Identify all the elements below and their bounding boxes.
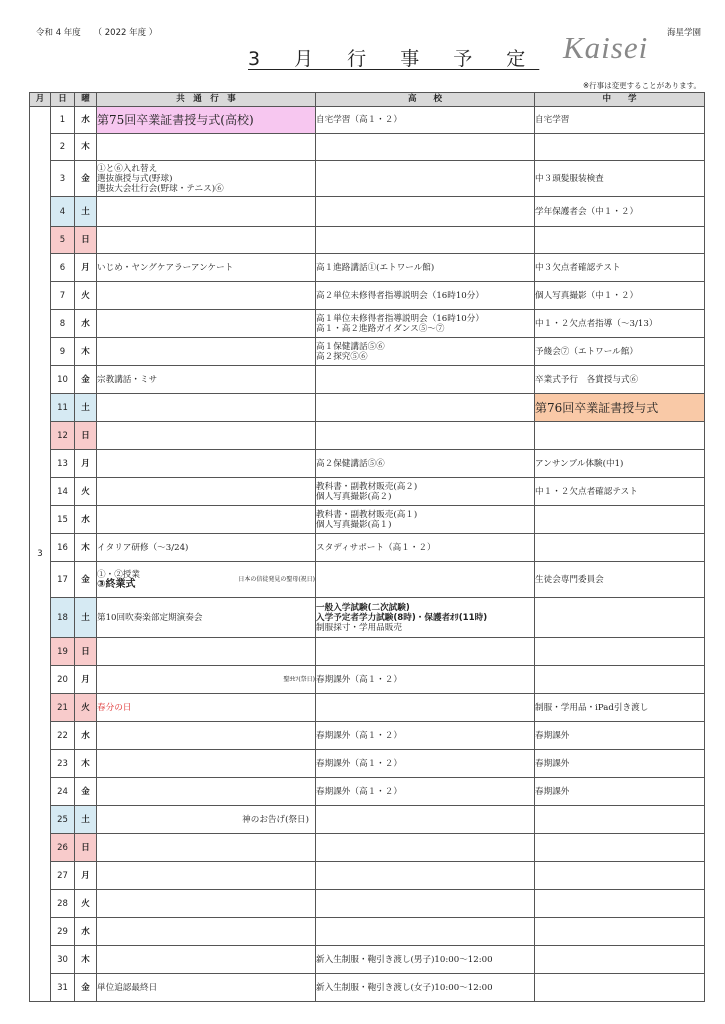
high-event-cell	[316, 598, 535, 638]
weekday-cell: 日	[75, 834, 97, 862]
common-event-cell	[97, 862, 316, 890]
weekday-cell: 金	[75, 562, 97, 598]
junior-event-cell	[535, 918, 705, 946]
day-header: 日	[51, 93, 75, 107]
common-event-cell	[97, 946, 316, 974]
junior-event-cell	[535, 946, 705, 974]
day-cell: 11	[51, 394, 75, 422]
day-cell: 7	[51, 282, 75, 310]
junior-event-cell: 中３欠点者確認テスト	[535, 254, 705, 282]
weekday-cell: 火	[75, 890, 97, 918]
day-cell: 27	[51, 862, 75, 890]
weekday-cell: 月	[75, 450, 97, 478]
common-events-header: 共 通 行 事	[97, 93, 316, 107]
junior-event-cell: 中３頭髪服装検査	[535, 161, 705, 197]
common-event-cell: 宗教講話・ミサ	[97, 366, 316, 394]
day-cell: 21	[51, 694, 75, 722]
day-cell: 13	[51, 450, 75, 478]
common-event-cell	[97, 478, 316, 506]
high-event-cell: 高２単位未修得者指導説明会（16時10分）	[316, 282, 535, 310]
junior-event-cell: 生徒会専門委員会	[535, 562, 705, 598]
table-row	[30, 534, 705, 562]
weekday-cell: 木	[75, 534, 97, 562]
junior-event-cell	[535, 598, 705, 638]
day-cell: 29	[51, 918, 75, 946]
table-row	[30, 310, 705, 338]
high-event-line: 高２探究⑤⑥	[316, 351, 368, 362]
day-cell: 17	[51, 562, 75, 598]
high-event-cell	[316, 394, 535, 422]
junior-event-cell: 学年保護者会（中１・２）	[535, 197, 705, 227]
common-event-cell	[97, 562, 316, 598]
common-event-cell	[97, 834, 316, 862]
weekday-cell: 水	[75, 310, 97, 338]
table-row	[30, 638, 705, 666]
day-cell: 26	[51, 834, 75, 862]
junior-event-cell: 自宅学習	[535, 107, 705, 134]
day-cell: 8	[51, 310, 75, 338]
common-event-line: 選抜大会壮行会(野球・テニス)⑥	[97, 183, 224, 194]
high-event-cell	[316, 366, 535, 394]
high-event-cell	[316, 806, 535, 834]
common-event-cell	[97, 890, 316, 918]
weekday-cell: 木	[75, 946, 97, 974]
junior-event-cell	[535, 227, 705, 254]
weekday-cell: 木	[75, 750, 97, 778]
table-row	[30, 450, 705, 478]
table-row	[30, 806, 705, 834]
table-row	[30, 974, 705, 1002]
high-event-cell	[316, 134, 535, 161]
high-event-line: 教科書・副教材販売(高１)	[316, 509, 418, 520]
table-row	[30, 422, 705, 450]
common-event-cell	[97, 197, 316, 227]
junior-event-cell	[535, 506, 705, 534]
high-event-line: 高１・高２進路ガイダンス⑤～⑦	[316, 323, 445, 334]
table-row	[30, 478, 705, 506]
high-event-cell	[316, 862, 535, 890]
feast-day-note: 日本の信徒発見の聖母(祝日)	[238, 575, 315, 583]
weekday-cell: 火	[75, 694, 97, 722]
high-event-line: 制服採寸・学用品販売	[316, 622, 402, 633]
table-row	[30, 750, 705, 778]
common-event-cell	[97, 227, 316, 254]
table-header-row	[30, 93, 705, 107]
table-row	[30, 107, 705, 134]
common-event-cell: イタリア研修（～3/24)	[97, 534, 316, 562]
common-event-cell	[97, 161, 316, 197]
junior-event-cell: 予餞会⑦（エトワール館）	[535, 338, 705, 366]
day-cell: 10	[51, 366, 75, 394]
weekday-cell: 木	[75, 134, 97, 161]
junior-event-cell	[535, 862, 705, 890]
month-header: 月	[30, 93, 51, 107]
high-event-cell: 高２保健講話⑤⑥	[316, 450, 535, 478]
high-event-cell: 春期課外（高１・２）	[316, 722, 535, 750]
high-event-line: 高１保健講話⑤⑥	[316, 341, 385, 352]
common-event-cell	[97, 918, 316, 946]
table-row	[30, 562, 705, 598]
high-event-cell: 新入生制服・鞄引き渡し(女子)10:00～12:00	[316, 974, 535, 1002]
high-event-line: 一般入学試験(二次試験)	[316, 602, 410, 613]
junior-event-cell	[535, 834, 705, 862]
common-event-cell	[97, 134, 316, 161]
day-cell: 5	[51, 227, 75, 254]
high-event-line: 個人写真撮影(高１)	[316, 519, 392, 530]
high-event-cell: 高１進路講話①(エトワール館)	[316, 254, 535, 282]
common-event-cell	[97, 722, 316, 750]
high-event-cell: 自宅学習（高１・２）	[316, 107, 535, 134]
table-row	[30, 394, 705, 422]
common-event-cell	[97, 778, 316, 806]
common-event-cell: 第75回卒業証書授与式(高校)	[97, 107, 316, 134]
table-row	[30, 254, 705, 282]
high-event-cell: 春期課外（高１・２）	[316, 778, 535, 806]
table-row	[30, 197, 705, 227]
table-row	[30, 598, 705, 638]
junior-event-cell	[535, 666, 705, 694]
weekday-cell: 金	[75, 161, 97, 197]
weekday-cell: 水	[75, 722, 97, 750]
weekday-cell: 月	[75, 666, 97, 694]
school-name: 海星学園	[666, 28, 701, 38]
high-event-line: 高１単位未修得者指導説明会（16時10分）	[316, 313, 484, 324]
day-cell: 19	[51, 638, 75, 666]
weekday-cell: 日	[75, 638, 97, 666]
day-cell: 25	[51, 806, 75, 834]
junior-event-cell: 個人写真撮影（中１・２）	[535, 282, 705, 310]
day-cell: 24	[51, 778, 75, 806]
day-cell: 30	[51, 946, 75, 974]
common-event-cell: いじめ・ヤングケアラーアンケート	[97, 254, 316, 282]
junior-event-cell: 春期課外	[535, 750, 705, 778]
high-event-cell	[316, 478, 535, 506]
fiscal-year-label: 令和 4 年度 （ 2022 年度 ）	[36, 28, 158, 38]
high-event-cell	[316, 422, 535, 450]
day-cell: 3	[51, 161, 75, 197]
common-event-cell	[97, 638, 316, 666]
day-cell: 4	[51, 197, 75, 227]
weekday-cell: 水	[75, 918, 97, 946]
common-event-cell	[97, 282, 316, 310]
common-event-cell	[97, 666, 316, 694]
page-title: 3 月 行 事 予 定	[248, 48, 540, 70]
high-school-header: 高 校	[316, 93, 535, 107]
table-row	[30, 161, 705, 197]
schedule-table	[29, 92, 705, 1002]
weekday-cell: 土	[75, 806, 97, 834]
high-event-cell	[316, 310, 535, 338]
table-row	[30, 366, 705, 394]
junior-event-cell: 卒業式予行 各賞授与式⑥	[535, 366, 705, 394]
high-event-cell	[316, 638, 535, 666]
weekday-header: 曜	[75, 93, 97, 107]
day-cell: 2	[51, 134, 75, 161]
table-row	[30, 862, 705, 890]
junior-event-cell: 春期課外	[535, 722, 705, 750]
weekday-cell: 土	[75, 197, 97, 227]
weekday-cell: 月	[75, 862, 97, 890]
table-row	[30, 666, 705, 694]
high-event-cell: 新入生制服・鞄引き渡し(男子)10:00～12:00	[316, 946, 535, 974]
junior-event-cell: 中１・２欠点者確認テスト	[535, 478, 705, 506]
high-event-line: 個人写真撮影(高２)	[316, 491, 392, 502]
day-cell: 6	[51, 254, 75, 282]
junior-event-cell	[535, 134, 705, 161]
day-cell: 20	[51, 666, 75, 694]
high-event-cell	[316, 227, 535, 254]
junior-event-cell: 春期課外	[535, 778, 705, 806]
weekday-cell: 金	[75, 366, 97, 394]
common-event-cell	[97, 506, 316, 534]
junior-event-cell	[535, 974, 705, 1002]
weekday-cell: 金	[75, 974, 97, 1002]
common-event-cell	[97, 450, 316, 478]
table-row	[30, 227, 705, 254]
junior-event-cell	[535, 806, 705, 834]
common-event-cell	[97, 338, 316, 366]
high-event-line: 教科書・副教材販売(高２)	[316, 481, 418, 492]
weekday-cell: 土	[75, 598, 97, 638]
table-row	[30, 778, 705, 806]
weekday-cell: 金	[75, 778, 97, 806]
high-event-cell	[316, 918, 535, 946]
high-event-cell	[316, 506, 535, 534]
common-event-cell: 第10回吹奏楽部定期演奏会	[97, 598, 316, 638]
high-event-line: 入学予定者学力試験(8時)・保護者ｵﾘ(11時)	[316, 612, 488, 623]
table-row	[30, 282, 705, 310]
day-cell: 22	[51, 722, 75, 750]
weekday-cell: 月	[75, 254, 97, 282]
high-event-cell: 春期課外（高１・２）	[316, 666, 535, 694]
day-cell: 12	[51, 422, 75, 450]
feast-day-note: 神のお告げ(祭日)	[242, 814, 309, 825]
high-event-cell	[316, 694, 535, 722]
table-row	[30, 918, 705, 946]
table-row	[30, 134, 705, 161]
common-event-cell: 単位追認最終日	[97, 974, 316, 1002]
junior-high-header: 中 学	[535, 93, 705, 107]
common-event-cell: 春分の日	[97, 694, 316, 722]
month-cell: 3	[30, 107, 51, 1002]
high-event-cell: 春期課外（高１・２）	[316, 750, 535, 778]
table-row	[30, 506, 705, 534]
high-event-cell	[316, 890, 535, 918]
junior-event-cell: 制服・学用品・iPad引き渡し	[535, 694, 705, 722]
common-event-cell	[97, 310, 316, 338]
day-cell: 9	[51, 338, 75, 366]
change-notice: ※行事は変更することがあります。	[582, 81, 701, 90]
high-event-cell	[316, 562, 535, 598]
high-event-cell: スタディサポート（高１・２）	[316, 534, 535, 562]
common-event-line: ①・②授業	[97, 569, 140, 580]
table-row	[30, 890, 705, 918]
junior-event-cell: 中１・２欠点者指導（～3/13）	[535, 310, 705, 338]
table-row	[30, 338, 705, 366]
weekday-cell: 木	[75, 338, 97, 366]
junior-event-cell	[535, 534, 705, 562]
feast-day-note: 聖ﾖｾﾌ(祭日)	[283, 675, 315, 683]
day-cell: 16	[51, 534, 75, 562]
day-cell: 28	[51, 890, 75, 918]
junior-event-cell	[535, 638, 705, 666]
day-cell: 1	[51, 107, 75, 134]
weekday-cell: 土	[75, 394, 97, 422]
table-row	[30, 722, 705, 750]
weekday-cell: 水	[75, 506, 97, 534]
table-row	[30, 946, 705, 974]
high-event-cell	[316, 161, 535, 197]
table-row	[30, 834, 705, 862]
high-event-cell	[316, 834, 535, 862]
common-event-cell	[97, 422, 316, 450]
weekday-cell: 日	[75, 227, 97, 254]
common-event-cell	[97, 394, 316, 422]
closing-ceremony-label: ③終業式	[97, 578, 136, 590]
high-event-cell	[316, 197, 535, 227]
high-event-cell	[316, 338, 535, 366]
weekday-cell: 水	[75, 107, 97, 134]
common-event-cell	[97, 806, 316, 834]
table-row	[30, 694, 705, 722]
weekday-cell: 火	[75, 478, 97, 506]
junior-event-cell	[535, 890, 705, 918]
weekday-cell: 火	[75, 282, 97, 310]
school-logo: Kaisei	[563, 30, 649, 65]
day-cell: 31	[51, 974, 75, 1002]
common-event-cell	[97, 750, 316, 778]
day-cell: 23	[51, 750, 75, 778]
common-event-line: ①と⑥入れ替え	[97, 163, 158, 174]
day-cell: 15	[51, 506, 75, 534]
weekday-cell: 日	[75, 422, 97, 450]
junior-event-cell: 第76回卒業証書授与式	[535, 394, 705, 422]
junior-event-cell	[535, 422, 705, 450]
day-cell: 18	[51, 598, 75, 638]
junior-event-cell: アンサンブル体験(中1)	[535, 450, 705, 478]
day-cell: 14	[51, 478, 75, 506]
common-event-line: 選抜旗授与式(野球)	[97, 173, 173, 184]
